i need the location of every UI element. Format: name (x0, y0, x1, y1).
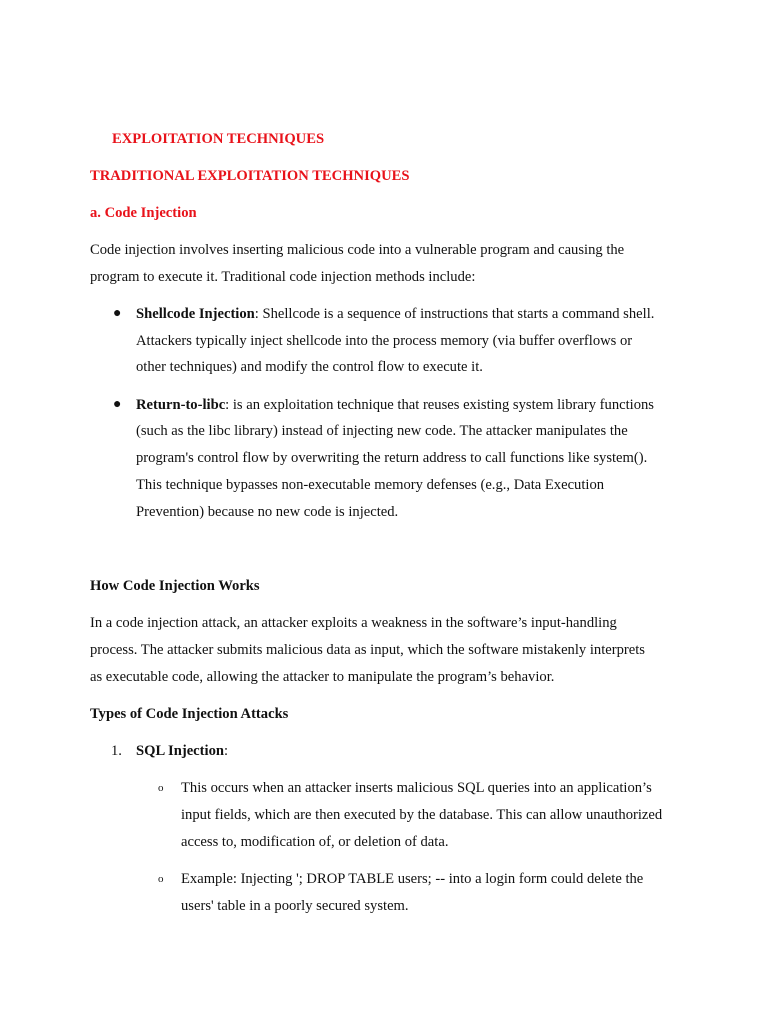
types-heading: Types of Code Injection Attacks (90, 706, 289, 722)
section-heading-code-injection: a. Code Injection (90, 205, 197, 221)
bullet-line (136, 301, 696, 328)
list-number: 1. (111, 743, 122, 759)
bullet-text: : is an exploitation technique that reuses existing system library functions (225, 397, 654, 413)
doc-subtitle: TRADITIONAL EXPLOITATION TECHNIQUES (90, 168, 410, 184)
doc-title: EXPLOITATION TECHNIQUES (112, 131, 325, 147)
bullet-line: program's control flow by overwriting the return address to call functions like system(). (136, 450, 648, 466)
numbered-colon: : (223, 743, 229, 759)
how-line: as executable code, allowing the attacker to manipulate the program’s behavior. (90, 669, 555, 685)
bullet-line: This technique bypasses non-executable memory defenses (e.g., Data Execution (136, 477, 605, 493)
sub-bullet-line: access to, modification of, or deletion of data. (181, 834, 449, 850)
bullet-line: (such as the libc library) instead of injecting new code. The attacker manipulates the (136, 423, 628, 439)
intro-line: program to execute it. Traditional code injection methods include: (90, 269, 476, 285)
how-heading: How Code Injection Works (90, 578, 260, 594)
intro-line: Code injection involves inserting malicious code into a vulnerable program and causing the (90, 242, 625, 258)
sub-bullet-line: users' table in a poorly secured system. (181, 898, 409, 914)
sub-bullet-line: Example: Injecting '; DROP TABLE users; -- into a login form could delete the (181, 871, 644, 887)
circle-bullet-icon: o (158, 873, 164, 885)
bullet-line: other techniques) and modify the control flow to execute it. (136, 359, 483, 375)
bullet-dot-icon: ● (113, 306, 122, 321)
numbered-term: SQL Injection (136, 743, 224, 759)
sub-bullet-line: input fields, which are then executed by the database. This can allow unauthorized (181, 807, 663, 823)
bullet-line (136, 392, 696, 419)
sub-bullet-line: This occurs when an attacker inserts malicious SQL queries into an application’s (181, 780, 652, 796)
bullet-dot-icon: ● (113, 397, 122, 412)
numbered-line (136, 738, 696, 765)
bullet-line: Attackers typically inject shellcode into the process memory (via buffer overflows or (136, 333, 633, 349)
bullet-term: Return-to-libc (136, 397, 226, 413)
bullet-term: Shellcode Injection (136, 306, 255, 322)
how-line: process. The attacker submits malicious data as input, which the software mistakenly interprets (90, 642, 645, 658)
bullet-line: Prevention) because no new code is injected. (136, 504, 399, 520)
bullet-text: : Shellcode is a sequence of instructions that starts a command shell. (254, 306, 655, 322)
circle-bullet-icon: o (158, 782, 164, 794)
how-line: In a code injection attack, an attacker exploits a weakness in the software’s input-handling (90, 615, 617, 631)
